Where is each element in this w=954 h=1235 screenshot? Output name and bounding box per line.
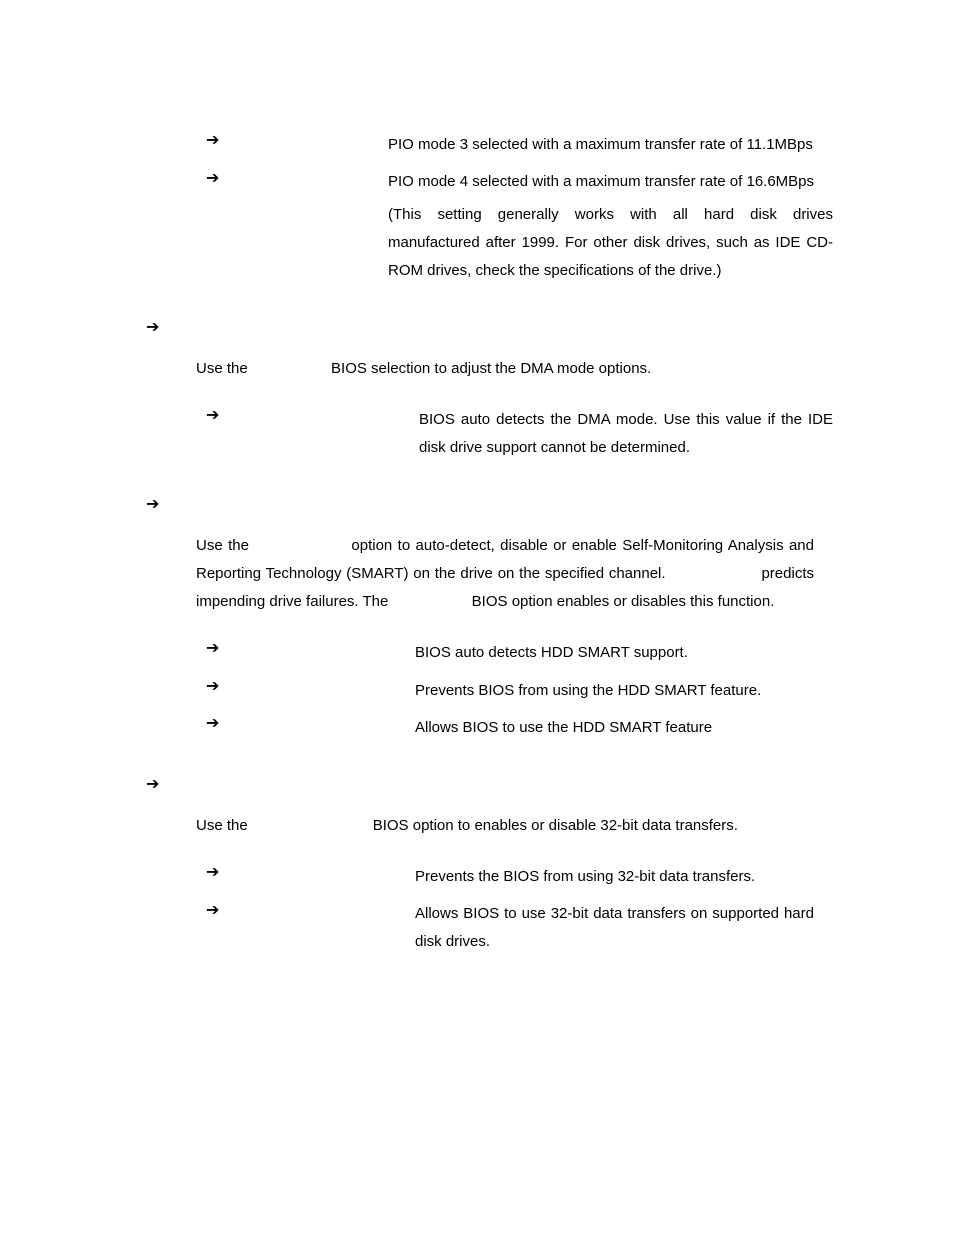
section-arrow-dma-icon: ➔ (146, 317, 160, 336)
pio-mode-4-description: PIO mode 4 selected with a maximum transfer rate of 16.6MBps (388, 173, 815, 190)
section-arrow-smart-icon: ➔ (146, 494, 160, 513)
data-transfer-intro: Use the BIOS option to enables or disable 32-bit data transfers. (196, 817, 738, 834)
arrow-bullet-icon: ➔ (206, 405, 220, 424)
smart-enabled-description: Allows BIOS to use the HDD SMART feature (415, 719, 713, 736)
dma-intro: Use the BIOS selection to adjust the DMA mode options. (196, 360, 652, 377)
arrow-bullet-icon: ➔ (206, 862, 220, 881)
smart-intro: Use the option to auto-detect, disable or enable Self-Monitoring Analysis and Reporting Technology (SMART) on the drive on the specified channel. predicts impending drive failures. The BIOS option enables or disables this function. (196, 537, 819, 610)
smart-disabled-description: Prevents BIOS from using the HDD SMART feature. (415, 682, 762, 699)
smart-auto-description: BIOS auto detects HDD SMART support. (415, 644, 688, 661)
arrow-bullet-icon: ➔ (206, 638, 220, 657)
data-transfer-enabled-description: Allows BIOS to use 32-bit data transfers on supported hard disk drives. (415, 905, 814, 950)
data-transfer-disabled-description: Prevents the BIOS from using 32-bit data transfers. (415, 868, 756, 885)
arrow-bullet-icon: ➔ (206, 713, 220, 732)
arrow-bullet-icon: ➔ (206, 168, 220, 187)
pio-mode-4-note: (This setting generally works with all hard disk drives manufactured after 1999. For other disk drives, such as IDE CD-ROM drives, check the specifications of the drive.) (388, 206, 833, 279)
arrow-bullet-icon: ➔ (206, 900, 220, 919)
section-arrow-data-transfer-icon: ➔ (146, 774, 160, 793)
arrow-bullet-icon: ➔ (206, 676, 220, 695)
dma-auto-description: BIOS auto detects the DMA mode. Use this value if the IDE disk drive support cannot be determined. (419, 411, 833, 456)
pio-mode-3-description: PIO mode 3 selected with a maximum transfer rate of 11.1MBps (388, 136, 813, 153)
arrow-bullet-icon: ➔ (206, 130, 220, 149)
